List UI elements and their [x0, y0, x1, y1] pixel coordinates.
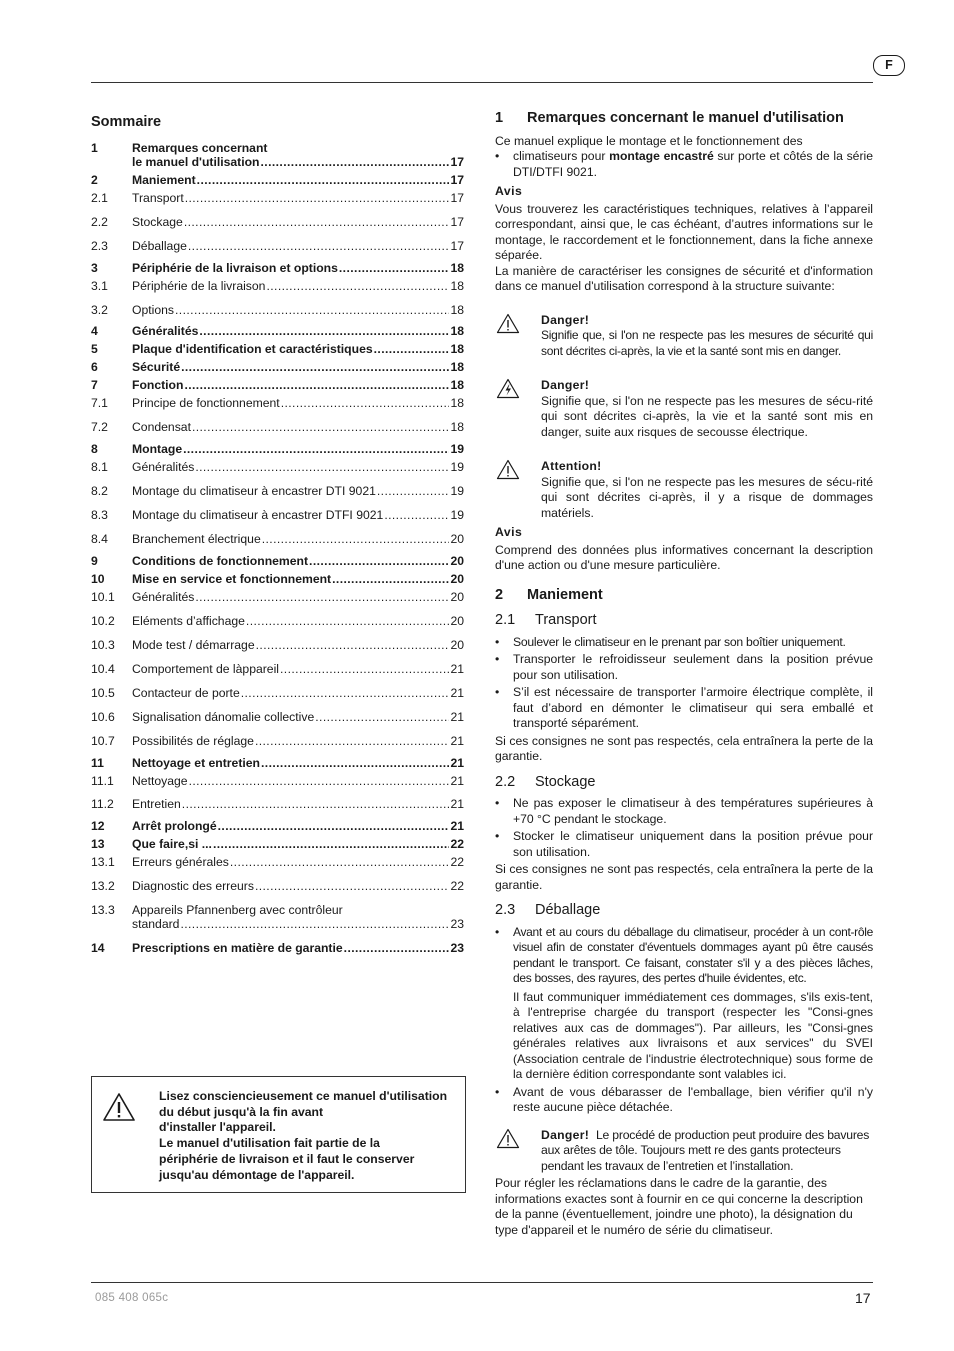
- dot-leader: [230, 855, 450, 869]
- toc-entry[interactable]: [91, 879, 464, 893]
- dot-leader: [181, 360, 449, 374]
- toc-entry-number: 10.4: [91, 662, 115, 676]
- attention-block: [495, 459, 873, 521]
- warning-label: Attention!: [541, 459, 602, 473]
- toc-entry-number: 3.2: [91, 303, 108, 317]
- toc-entry-page: 21: [450, 819, 464, 833]
- toc-entry-number: 8.3: [91, 508, 108, 522]
- toc-entry-number: 1: [91, 141, 98, 155]
- dot-leader: [197, 173, 450, 187]
- toc-entry-label: Entretien: [132, 797, 181, 811]
- toc-entry-number: 10.1: [91, 590, 115, 604]
- list-item: • Stocker le climatiseur uniquement dans la position prévue pour son utilisation.: [495, 829, 873, 860]
- toc-entry-page: 22: [450, 879, 464, 893]
- toc-entry-number: 13.3: [91, 903, 115, 917]
- toc-entry-page: 19: [450, 508, 464, 522]
- toc-entry-number: 8: [91, 442, 98, 456]
- toc-entry-label: Options: [132, 303, 175, 317]
- toc-entry-label: Conditions de fonctionnement: [132, 554, 309, 568]
- toc-entry-number: 8.4: [91, 532, 108, 546]
- toc-entry-page: 18: [450, 279, 464, 293]
- section-number: 1: [495, 110, 504, 126]
- toc-entry-page: 21: [450, 662, 464, 676]
- section-number: 2.1: [495, 612, 516, 628]
- toc-entry-label: Eléments d’affichage: [132, 614, 245, 628]
- header-rule: [91, 82, 873, 83]
- notice-line: d'installer l'appareil.: [159, 1120, 276, 1135]
- toc-entry-number: 11: [91, 756, 104, 770]
- dot-leader: [255, 879, 450, 893]
- toc-entry[interactable]: [91, 572, 464, 586]
- toc-entry-label: Sécurité: [132, 360, 181, 374]
- dot-leader: [255, 734, 449, 748]
- toc-entry-label: Montage du climatiseur à encastrer DTFI 9021: [132, 508, 384, 522]
- warning-label: Danger!: [541, 378, 590, 392]
- paragraph: Si ces consignes ne sont pas respectés, cela entraînera la perte de la garantie.: [495, 733, 873, 763]
- toc-entry-label: Montage: [132, 442, 183, 456]
- toc-entry-label: Généralités: [132, 590, 195, 604]
- toc-entry-page: 17: [450, 155, 464, 169]
- electric-hazard-icon: [496, 378, 520, 404]
- dot-leader: [384, 508, 449, 522]
- toc-entry[interactable]: [91, 734, 464, 748]
- warning-label: Danger!: [541, 1127, 590, 1142]
- danger-block: [495, 313, 873, 360]
- toc-entry-label: Principe de fonctionnement: [132, 396, 280, 410]
- toc-entry-number: 10.2: [91, 614, 115, 628]
- toc-entry-number: 2.3: [91, 239, 108, 253]
- section-number: 2.2: [495, 773, 516, 790]
- closing-paragraph: Pour régler les réclamations dans le cadre de la garantie, des informations exactes sont à fournir en ce qui concerne la description de la panne (éventuellement, joindre une photo), la désignation du type d'appareil et le numéro de série du climatiseur.: [495, 1176, 863, 1237]
- section-title: Maniement: [527, 586, 603, 603]
- list-item: • S’il est nécessaire de transporter l’armoire électrique complète, il faut d’abord en démonter le climatiseur qui sera emballé et transporté séparément.: [495, 685, 873, 732]
- toc-entry[interactable]: [91, 903, 464, 931]
- toc-entry-page: 17: [450, 239, 464, 253]
- toc-entry-number: 3.1: [91, 279, 108, 293]
- toc-entry-page: 19: [450, 460, 464, 474]
- list-item: [495, 149, 873, 180]
- toc-entry-label: Stockage: [132, 215, 183, 229]
- toc-entry-page: 18: [450, 324, 464, 338]
- dot-leader: [195, 590, 449, 604]
- dot-leader: [332, 572, 449, 586]
- toc-entry[interactable]: [91, 508, 464, 522]
- toc-entry-page: 18: [450, 420, 464, 434]
- toc-entry-label: Comportement de làppareil: [132, 662, 280, 676]
- notice-line: jusqu'au démontage de l'appareil.: [159, 1167, 355, 1182]
- toc-entry[interactable]: [91, 819, 464, 833]
- toc-entry-page: 18: [450, 261, 464, 275]
- toc-entry-number: 4: [91, 324, 98, 338]
- bullet-text: Il faut communiquer immédiatement ces dommages, s'ils exis-tent, à l'entreprise chargée du transport (respecter les "Consi-gnes relatives aux cas de dommages"). Par ailleurs, les "Consi-gnes générales relatives aux livraisons et aux services" du SVEI (Association centrale de l'industrie électrotechnique) sous forme de la dernière édition correspondante sont valables ici.: [513, 989, 873, 1081]
- right-column: [495, 111, 873, 1238]
- toc-entry-page: 20: [450, 572, 464, 586]
- dot-leader: [199, 324, 449, 338]
- toc-entry-page: 19: [450, 484, 464, 498]
- toc-entry-page: 20: [450, 614, 464, 628]
- toc-entry-number: 9: [91, 554, 98, 568]
- dot-leader: [182, 797, 450, 811]
- toc-entry-number: 6: [91, 360, 98, 374]
- section-1-heading: [495, 111, 873, 127]
- toc-entry[interactable]: [91, 396, 464, 410]
- warning-label: Danger!: [541, 312, 590, 327]
- toc-entry-page: 17: [450, 173, 464, 187]
- toc-entry-number: 2.2: [91, 215, 108, 229]
- toc-entry-page: 18: [450, 378, 464, 392]
- toc-entry-label: Fonction: [132, 378, 184, 392]
- dot-leader: [185, 191, 450, 205]
- toc-entry-label: Arrêt prolongé: [132, 819, 217, 833]
- dot-leader: [195, 460, 449, 474]
- document-code: 085 408 065c: [95, 1292, 169, 1304]
- toc-entry-page: 21: [450, 756, 464, 770]
- bullet-text: sur porte et côtés de la série DTI/DTFI 9021.: [513, 149, 873, 179]
- toc-entry-number: 7.1: [91, 396, 108, 410]
- toc-entry-number: 11.2: [91, 797, 114, 811]
- toc-entry[interactable]: [91, 590, 464, 604]
- warning-triangle-icon: [496, 313, 520, 339]
- warning-text: Le procédé de production peut produire des bavures aux arêtes de tôle. Toujours mett re des gants protecteurs pendant les travaux de l’entretien et l’installation.: [541, 1127, 870, 1173]
- toc-entry[interactable]: [91, 173, 464, 187]
- toc-entry[interactable]: [91, 342, 464, 356]
- toc-entry-label: Généralités: [132, 324, 199, 338]
- dot-leader: [256, 638, 450, 652]
- toc-entry-label: Généralités: [132, 460, 195, 474]
- dot-leader: [266, 279, 449, 293]
- dot-leader: [192, 420, 449, 434]
- list-item: • Ne pas exposer le climatiseur à des températures supérieures à +70 °C pendant le stockage.: [495, 796, 873, 827]
- toc-entry[interactable]: [91, 378, 464, 392]
- section-title: Stockage: [535, 773, 596, 790]
- section-2-1-heading: [495, 613, 873, 629]
- toc-entry[interactable]: [91, 855, 464, 869]
- avis-paragraph: Comprend des données plus informatives concernant la description d'une action ou d'une mesure particulière.: [495, 542, 873, 572]
- toc-entry-number: 10.6: [91, 710, 115, 724]
- bullet-text: • Avant et au cours du déballage du climatiseur, procéder à un cont-rôle visuel afin de constater d'éventuels dommages ayant pû être causés pendant le transport. Ce faisant, constater s'il y a des pièces lâches, des bosses, des rayures, des pertes d'huile évidentes, etc.: [513, 924, 873, 985]
- dot-leader: [344, 941, 450, 955]
- toc-entry-label: Transport: [132, 191, 184, 205]
- toc-entry-label: Branchement électrique: [132, 532, 261, 546]
- toc-entry-label: Nettoyage et entretien: [132, 756, 260, 770]
- avis-label: Avis: [495, 184, 523, 198]
- toc-entry[interactable]: [91, 662, 464, 676]
- toc-entry[interactable]: [91, 484, 464, 498]
- dot-leader: [184, 215, 450, 229]
- toc-entry[interactable]: [91, 420, 464, 434]
- dot-leader: [183, 442, 449, 456]
- toc-entry-page: 17: [450, 191, 464, 205]
- dot-leader: [180, 917, 449, 931]
- dot-leader: [281, 396, 450, 410]
- dot-leader: [262, 532, 450, 546]
- paragraph: Si ces consignes ne sont pas respectés, cela entraînera la perte de la garantie.: [495, 862, 873, 892]
- toc-entry-number: 11.1: [91, 774, 114, 788]
- toc-entry[interactable]: [91, 460, 464, 474]
- toc-entry-label: Que faire,si ...: [132, 837, 212, 851]
- toc-entry-number: 10.7: [91, 734, 115, 748]
- toc-entry-label: Erreurs générales: [132, 855, 229, 869]
- warning-text: Signifie que, si l'on ne respecte pas les mesures de sécurité qui sont décrites ci-après, la vie et la santé sont mis en danger.: [541, 328, 873, 358]
- electric-danger-block: [495, 378, 873, 440]
- list-item: • Soulever le climatiseur en le prenant par son boîtier uniquement.: [495, 635, 873, 651]
- table-of-contents: [91, 141, 464, 955]
- dot-leader: [189, 774, 450, 788]
- toc-entry[interactable]: [91, 141, 464, 169]
- toc-entry[interactable]: [91, 638, 464, 652]
- toc-entry-number: 12: [91, 819, 105, 833]
- toc-entry[interactable]: [91, 941, 464, 955]
- section-2-2-heading: [495, 775, 873, 791]
- toc-entry-page: 22: [450, 855, 464, 869]
- toc-entry-page: 18: [450, 342, 464, 356]
- section-title: Déballage: [535, 902, 601, 918]
- toc-entry-number: 2.1: [91, 191, 108, 205]
- toc-entry-number: 7.2: [91, 420, 108, 434]
- toc-entry-label: Signalisation dánomalie collective: [132, 710, 315, 724]
- toc-entry-page: 21: [450, 797, 464, 811]
- dot-leader: [246, 614, 450, 628]
- toc-entry-label: Périphérie de la livraison et options: [132, 261, 338, 275]
- dot-leader: [377, 484, 450, 498]
- toc-entry-number: 3: [91, 261, 98, 275]
- section-2-3-heading: [495, 903, 873, 919]
- toc-title: Sommaire: [91, 114, 162, 130]
- toc-entry[interactable]: [91, 710, 464, 724]
- section-number: 2: [495, 586, 504, 603]
- section-title: Transport: [535, 612, 597, 628]
- toc-entry-page: 20: [450, 532, 464, 546]
- section-2-heading: [495, 588, 873, 604]
- dot-leader: [309, 554, 449, 568]
- list-item: • Avant de vous débarasser de l'emballage, bien vérifier qu'il n'y reste aucune pièce détachée.: [495, 1085, 873, 1116]
- list-item: [495, 925, 873, 1083]
- dot-leader: [184, 378, 449, 392]
- toc-entry-page: 20: [450, 554, 464, 568]
- toc-entry-page: 20: [450, 638, 464, 652]
- toc-entry-label: Montage du climatiseur à encastrer DTI 9021: [132, 484, 376, 498]
- toc-entry[interactable]: [91, 303, 464, 317]
- list-item: • Transporter le refroidisseur seulement dans la position prévue pour son utilisation.: [495, 652, 873, 683]
- toc-entry-page: 23: [450, 917, 464, 931]
- toc-entry-label: standard: [132, 917, 180, 931]
- bullet-bold-text: montage encastré: [609, 149, 714, 163]
- dot-leader: [280, 662, 449, 676]
- toc-entry[interactable]: [91, 360, 464, 374]
- toc-entry[interactable]: [91, 279, 464, 293]
- dot-leader: [213, 837, 450, 851]
- notice-line: Le manuel d'utilisation fait partie de la: [159, 1136, 380, 1151]
- toc-entry-page: 19: [450, 442, 464, 456]
- toc-entry-label: Déballage: [132, 239, 187, 253]
- toc-entry-page: 18: [450, 360, 464, 374]
- toc-entry[interactable]: [91, 261, 464, 275]
- toc-entry-page: 21: [450, 734, 464, 748]
- toc-entry[interactable]: [91, 215, 464, 229]
- section-number: 2.3: [495, 902, 516, 918]
- toc-entry[interactable]: [91, 774, 464, 788]
- dot-leader: [261, 155, 450, 169]
- toc-entry-page: 21: [450, 710, 464, 724]
- toc-entry-number: 5: [91, 342, 98, 356]
- danger-block: [495, 1128, 873, 1175]
- toc-entry-page: 21: [450, 774, 464, 788]
- dot-leader: [374, 342, 450, 356]
- toc-entry-page: 17: [450, 215, 464, 229]
- toc-entry-label: Condensat: [132, 420, 191, 434]
- toc-entry-number: 14: [91, 941, 105, 955]
- toc-entry-label: Possibilités de réglage: [132, 734, 254, 748]
- toc-entry-label: Mise en service et fonctionnement: [132, 572, 332, 586]
- toc-entry-label: Mode test / démarrage: [132, 638, 255, 652]
- notice-line: périphérie de livraison et il faut le conserver: [159, 1151, 415, 1166]
- dot-leader: [315, 710, 449, 724]
- toc-entry-number: 2: [91, 173, 98, 187]
- toc-entry-label: Prescriptions en matière de garantie: [132, 941, 343, 955]
- toc-entry-number: 10.3: [91, 638, 115, 652]
- toc-entry-page: 21: [450, 686, 464, 700]
- toc-entry-number: 8.1: [91, 460, 108, 474]
- toc-entry-number: 10: [91, 572, 105, 586]
- dot-leader: [339, 261, 450, 275]
- toc-entry-number: 13.2: [91, 879, 115, 893]
- bullet-text: climatiseurs pour: [513, 149, 610, 163]
- toc-entry[interactable]: [91, 756, 464, 770]
- structure-paragraph: La manière de caractériser les consignes de sécurité et d'information dans ce manuel d'utilisation correspond à la structure suivante:: [495, 263, 873, 293]
- dot-leader: [175, 303, 449, 317]
- toc-entry-page: 18: [450, 396, 464, 410]
- toc-entry-label: le manuel d'utilisation: [132, 155, 260, 169]
- warning-text: Signifie que, si l'on ne respecte pas les mesures de sécu-rité qui sont décrites ci-après, la vie et la santé sont mis en danger, suite aux risques de secousse électrique.: [541, 393, 873, 439]
- toc-entry-label: Diagnostic des erreurs: [132, 879, 254, 893]
- toc-entry[interactable]: [91, 686, 464, 700]
- warning-triangle-icon: [496, 1128, 520, 1154]
- notice-text: [159, 1089, 469, 1183]
- toc-entry[interactable]: [91, 797, 464, 811]
- toc-entry-page: 22: [450, 837, 464, 851]
- toc-entry-page: 18: [450, 303, 464, 317]
- avis-paragraph: Vous trouverez les caractéristiques techniques, relatives à l’appareil correspondant, ainsi que, le cas échéant, d’autres informations sur le montage, le raccordement et le fonctionnement, dans la fiche annexe séparée.: [495, 201, 873, 262]
- toc-entry-number: 13.1: [91, 855, 115, 869]
- avis-label: Avis: [495, 525, 523, 539]
- warning-triangle-icon: [102, 1092, 136, 1127]
- dot-leader: [218, 819, 450, 833]
- toc-entry[interactable]: [91, 614, 464, 628]
- toc-entry-label: Appareils Pfannenberg avec contrôleur: [132, 903, 343, 917]
- toc-entry-page: 23: [450, 941, 464, 955]
- footer-rule: [91, 1282, 873, 1283]
- notice-line: Lisez consciencieusement ce manuel d'utilisation: [159, 1089, 448, 1103]
- toc-entry-page: 20: [450, 590, 464, 604]
- language-badge: F: [873, 55, 905, 76]
- toc-entry[interactable]: [91, 239, 464, 253]
- warning-text: Signifie que, si l'on ne respecte pas les mesures de sécu-rité qui sont décrites ci-après, il y a risque de dommages matériels.: [541, 474, 873, 520]
- toc-entry[interactable]: [91, 532, 464, 546]
- dot-leader: [241, 686, 450, 700]
- notice-box: [91, 1076, 466, 1193]
- toc-entry-label: Contacteur de porte: [132, 686, 240, 700]
- toc-entry-label: Périphérie de la livraison: [132, 279, 266, 293]
- toc-entry[interactable]: [91, 442, 464, 456]
- dot-leader: [261, 756, 449, 770]
- toc-entry[interactable]: [91, 837, 464, 851]
- toc-entry-number: 10.5: [91, 686, 115, 700]
- notice-line: du début jusqu'à la fin avant: [159, 1104, 324, 1119]
- toc-entry-label: Plaque d'identification et caractéristiques: [132, 342, 373, 356]
- toc-entry-number: 7: [91, 378, 98, 392]
- page-number: 17: [855, 1290, 871, 1306]
- toc-entry-number: 13: [91, 837, 105, 851]
- intro-paragraph: Ce manuel explique le montage et le fonctionnement des: [495, 133, 803, 148]
- toc-entry[interactable]: [91, 191, 464, 205]
- toc-entry-label: Nettoyage: [132, 774, 188, 788]
- dot-leader: [188, 239, 450, 253]
- toc-entry[interactable]: [91, 554, 464, 568]
- section-title: Remarques concernant le manuel d'utilisation: [527, 110, 844, 126]
- toc-entry-label: Remarques concernant: [132, 141, 268, 155]
- toc-entry[interactable]: [91, 324, 464, 338]
- warning-triangle-icon: [496, 459, 520, 485]
- toc-entry-label: Maniement: [132, 173, 196, 187]
- toc-entry-number: 8.2: [91, 484, 108, 498]
